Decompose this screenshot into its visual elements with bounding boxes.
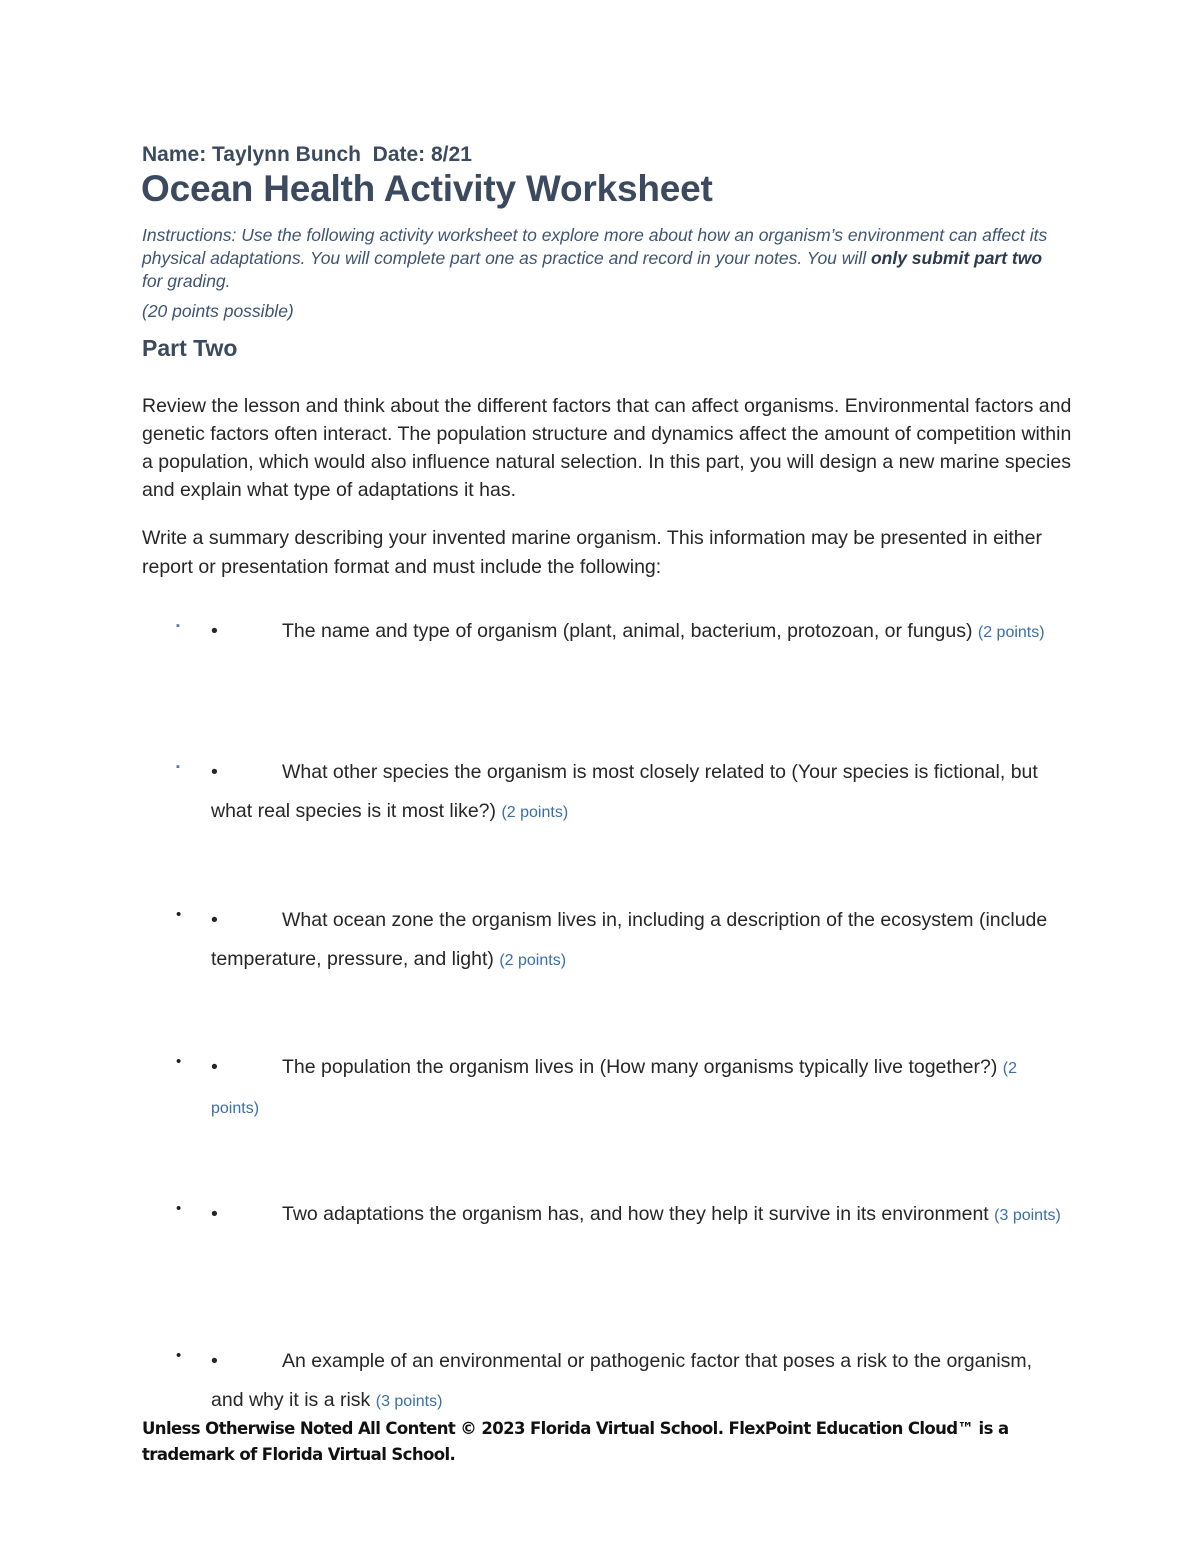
bullet-icon: • xyxy=(176,906,182,923)
bullet-icon: • xyxy=(176,1200,182,1217)
points-label: (2 points) xyxy=(501,804,569,821)
bullet-icon: • xyxy=(211,1350,218,1372)
instructions-tail: for grading. xyxy=(142,271,231,291)
list-item-body xyxy=(211,612,1061,652)
worksheet-title: Ocean Health Activity Worksheet xyxy=(141,168,713,209)
square-bullet-icon: ▪ xyxy=(176,620,180,632)
instructions-text xyxy=(142,224,1062,293)
list-item-text: The name and type of organism (plant, animal, bacterium, protozoan, or fungus) xyxy=(282,620,973,642)
list-item-body xyxy=(211,901,1061,980)
list-item-text: The population the organism lives in (How many organisms typically live together?) xyxy=(282,1056,998,1078)
points-label: (2 points) xyxy=(499,952,567,969)
bullet-icon: • xyxy=(211,620,218,642)
part-two-paragraph-1: Review the lesson and think about the different factors that can affect organisms. Environmental factors and genetic factors often interact. The population structure and dynamics affect the amount of competition within a population, which would also influence natural selection. In this part, you will design a new marine species and explain what type of adaptations it has. xyxy=(142,395,1072,501)
points-label: (3 points) xyxy=(375,1393,443,1410)
list-item-body xyxy=(211,1048,1061,1128)
list-item-body xyxy=(211,1195,1061,1235)
points-possible: (20 points possible) xyxy=(142,301,294,321)
list-item-text: What ocean zone the organism lives in, including a description of the ecosystem (include temperature, pressure, and light) xyxy=(211,909,1048,970)
points-label: (3 points) xyxy=(994,1207,1061,1224)
copyright-footer: Unless Otherwise Noted All Content © 2023 Florida Virtual School. FlexPoint Education Cloud™ is a trademark of Florida Virtual School. xyxy=(142,1419,1009,1464)
bullet-icon: • xyxy=(176,1053,182,1070)
points-label: (2 points) xyxy=(977,624,1045,641)
bullet-icon: • xyxy=(211,909,218,931)
list-item-text: What other species the organism is most closely related to (Your species is fictional, but what real species is it most like?) xyxy=(211,761,1038,822)
bullet-icon: • xyxy=(211,1203,218,1225)
points-label: (2 points) xyxy=(211,1060,1017,1117)
list-item-text: An example of an environmental or pathogenic factor that poses a risk to the organism, and why it is a risk xyxy=(211,1350,1033,1411)
name-date-line: Name: Taylynn Bunch Date: 8/21 xyxy=(142,143,472,166)
square-bullet-icon: ▪ xyxy=(176,761,180,773)
instructions-emphasis: only submit part two xyxy=(870,248,1043,268)
list-item-text: Two adaptations the organism has, and how they help it survive in its environment xyxy=(282,1203,989,1225)
part-two-heading: Part Two xyxy=(142,335,238,361)
bullet-icon: • xyxy=(176,1347,182,1364)
bullet-icon: • xyxy=(211,1056,218,1078)
instructions-lead: Instructions: Use the following activity worksheet to explore more about how an organism’s environment can affect its physical adaptations. You will complete part one as practice and record in your notes. You will xyxy=(142,225,1048,268)
bullet-icon: • xyxy=(211,761,218,783)
list-item-body xyxy=(211,1342,1061,1421)
list-item-body xyxy=(211,753,1061,832)
part-two-paragraph-2: Write a summary describing your invented marine organism. This information may be presented in either report or presentation format and must include the following: xyxy=(142,527,1042,578)
